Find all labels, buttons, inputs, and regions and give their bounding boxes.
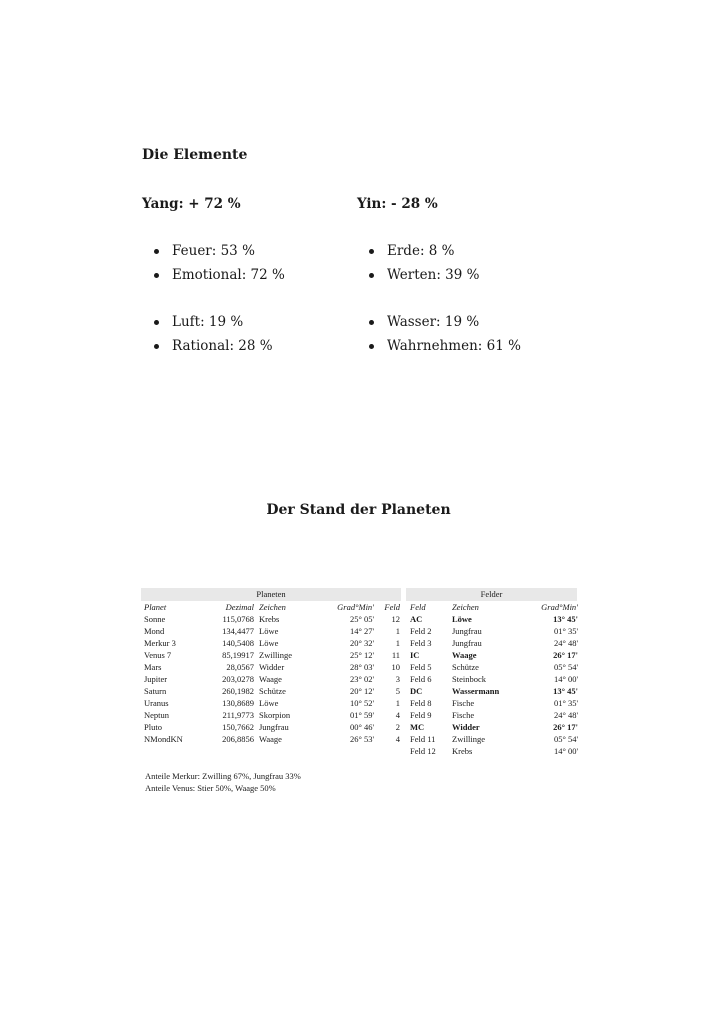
table-cell: 1 [395, 638, 400, 648]
table-row [144, 697, 400, 709]
table-cell: 2 [395, 722, 400, 732]
list-item: Erde: 8 % [357, 239, 479, 263]
table-row [410, 733, 578, 745]
table-cell: Fische [452, 698, 475, 708]
table-cell: Saturn [144, 686, 167, 696]
yin-list-2 [357, 310, 521, 358]
table-cell: 203,0278 [222, 674, 254, 684]
table-cell: 206,8856 [222, 734, 254, 744]
table-cell: 10° 52' [349, 698, 374, 708]
table-cell: 260,1982 [222, 686, 254, 696]
table-cell: Pluto [144, 722, 162, 732]
table-cell: 11 [391, 650, 400, 660]
table-cell: IC [410, 650, 420, 660]
table-row [410, 649, 578, 661]
table-row [410, 661, 578, 673]
table-row [410, 673, 578, 685]
table-row [410, 745, 578, 757]
column-header: Feld [410, 602, 426, 612]
table-row [144, 673, 400, 685]
table-cell: 14° 00' [553, 746, 578, 756]
yin-list-1 [357, 239, 479, 287]
table-cell: Zwillinge [452, 734, 486, 744]
table-cell: 26° 53' [349, 734, 374, 744]
table-row [410, 613, 578, 625]
table-cell: 115,0768 [222, 614, 254, 624]
table-cell: 14° 27' [349, 626, 374, 636]
table-cell: Widder [452, 722, 480, 732]
column-header: Zeichen [452, 602, 479, 612]
table-cell: Widder [259, 662, 285, 672]
table-cell: 00° 46' [349, 722, 374, 732]
column-header: Feld [384, 602, 400, 612]
list-item: Feuer: 53 % [142, 239, 285, 263]
table-cell: 150,7662 [222, 722, 254, 732]
table-cell: Feld 11 [410, 734, 436, 744]
table-cell: Feld 3 [410, 638, 432, 648]
table-cell: Steinbock [452, 674, 486, 684]
table-cell: Jupiter [144, 674, 168, 684]
anteile-notes [145, 770, 301, 794]
list-item: Wahrnehmen: 61 % [357, 334, 521, 358]
yang-heading: Yang: + 72 % [142, 196, 241, 212]
planet-table [144, 601, 400, 745]
table-cell: Fische [452, 710, 475, 720]
table-cell: 26° 17' [553, 650, 578, 660]
table-cell: Feld 12 [410, 746, 436, 756]
table-cell: 05° 54' [553, 734, 578, 744]
table-cell: Jungfrau [452, 638, 482, 648]
table-cell: AC [410, 614, 423, 624]
anteile-venus: Anteile Venus: Stier 50%, Waage 50% [145, 783, 276, 793]
table-cell: 1 [395, 626, 400, 636]
column-header: Grad°Min' [337, 602, 374, 612]
table-cell: NMondKN [144, 734, 183, 744]
planet-table-header [144, 601, 400, 613]
table-cell: 20° 12' [349, 686, 374, 696]
table-cell: Mond [144, 626, 165, 636]
table-cell: Waage [259, 734, 282, 744]
table-row [144, 709, 400, 721]
table-cell: Uranus [144, 698, 169, 708]
table-cell: Schütze [452, 662, 479, 672]
table-cell: 140,5408 [222, 638, 254, 648]
table-row [144, 625, 400, 637]
table-cell: Jungfrau [452, 626, 482, 636]
table-cell: Feld 2 [410, 626, 432, 636]
table-row [410, 637, 578, 649]
table-cell: 5 [395, 686, 400, 696]
table-cell: Zwillinge [259, 650, 293, 660]
table-cell: Sonne [144, 614, 166, 624]
table-row [410, 697, 578, 709]
anteile-merkur: Anteile Merkur: Zwilling 67%, Jungfrau 33% [145, 771, 301, 781]
table-cell: Waage [452, 650, 477, 660]
column-header: Planet [144, 602, 167, 612]
table-row [144, 637, 400, 649]
planeten-header: Planeten [141, 588, 401, 601]
table-cell: 4 [395, 710, 400, 720]
table-cell: 1 [395, 698, 400, 708]
yang-list-1 [142, 239, 285, 287]
table-cell: Schütze [259, 686, 286, 696]
elements-title: Die Elemente [142, 147, 248, 163]
table-cell: 23° 02' [349, 674, 374, 684]
table-cell: Krebs [452, 746, 473, 756]
table-cell: 01° 35' [553, 698, 578, 708]
column-header: Dezimal [225, 602, 254, 612]
table-cell: Löwe [259, 638, 279, 648]
table-cell: 134,4477 [222, 626, 254, 636]
table-cell: 25° 05' [349, 614, 374, 624]
table-row [144, 613, 400, 625]
table-cell: 26° 17' [553, 722, 578, 732]
column-header: Zeichen [259, 602, 286, 612]
felder-table [410, 601, 578, 757]
table-cell: 24° 48' [553, 638, 578, 648]
table-cell: Wassermann [452, 686, 500, 696]
yang-list-2 [142, 310, 273, 358]
table-cell: Feld 6 [410, 674, 432, 684]
table-cell: 25° 12' [349, 650, 374, 660]
table-cell: Waage [259, 674, 282, 684]
felder-table-header [410, 601, 578, 613]
table-cell: 13° 45' [553, 614, 578, 624]
table-cell: 01° 35' [553, 626, 578, 636]
table-cell: 85,19917 [222, 650, 254, 660]
list-item: Rational: 28 % [142, 334, 273, 358]
list-item: Emotional: 72 % [142, 263, 285, 287]
yin-heading: Yin: - 28 % [357, 196, 438, 212]
table-cell: Krebs [259, 614, 280, 624]
table-cell: 05° 54' [553, 662, 578, 672]
table-cell: Skorpion [259, 710, 291, 720]
table-cell: 14° 00' [553, 674, 578, 684]
table-cell: 12 [391, 614, 400, 624]
table-row [410, 685, 578, 697]
table-cell: Feld 9 [410, 710, 432, 720]
table-cell: Neptun [144, 710, 170, 720]
table-cell: Löwe [259, 626, 279, 636]
planets-title: Der Stand der Planeten [266, 502, 451, 518]
table-cell: 28° 03' [349, 662, 374, 672]
table-row [144, 733, 400, 745]
table-cell: 3 [395, 674, 400, 684]
table-cell: Löwe [452, 614, 472, 624]
table-row [144, 649, 400, 661]
table-cell: Löwe [259, 698, 279, 708]
table-cell: Feld 5 [410, 662, 432, 672]
table-cell: 10 [391, 662, 400, 672]
table-row [144, 721, 400, 733]
table-cell: 24° 48' [553, 710, 578, 720]
table-cell: 130,8689 [222, 698, 254, 708]
table-cell: 28,0567 [226, 662, 254, 672]
table-cell: Merkur 3 [144, 638, 176, 648]
table-cell: Venus 7 [144, 650, 172, 660]
felder-header: Felder [406, 588, 577, 601]
table-cell: 13° 45' [553, 686, 578, 696]
list-item: Luft: 19 % [142, 310, 273, 334]
table-row [410, 721, 578, 733]
table-cell: DC [410, 686, 423, 696]
table-cell: 4 [395, 734, 400, 744]
table-row [144, 661, 400, 673]
table-cell: Feld 8 [410, 698, 432, 708]
list-item: Werten: 39 % [357, 263, 479, 287]
table-row [144, 685, 400, 697]
column-header: Grad°Min' [541, 602, 578, 612]
list-item: Wasser: 19 % [357, 310, 521, 334]
table-cell: Mars [144, 662, 162, 672]
table-cell: Jungfrau [259, 722, 289, 732]
table-cell: 20° 32' [349, 638, 374, 648]
table-row [410, 709, 578, 721]
table-cell: MC [410, 722, 425, 732]
table-row [410, 625, 578, 637]
table-cell: 211,9773 [222, 710, 254, 720]
table-cell: 01° 59' [349, 710, 374, 720]
